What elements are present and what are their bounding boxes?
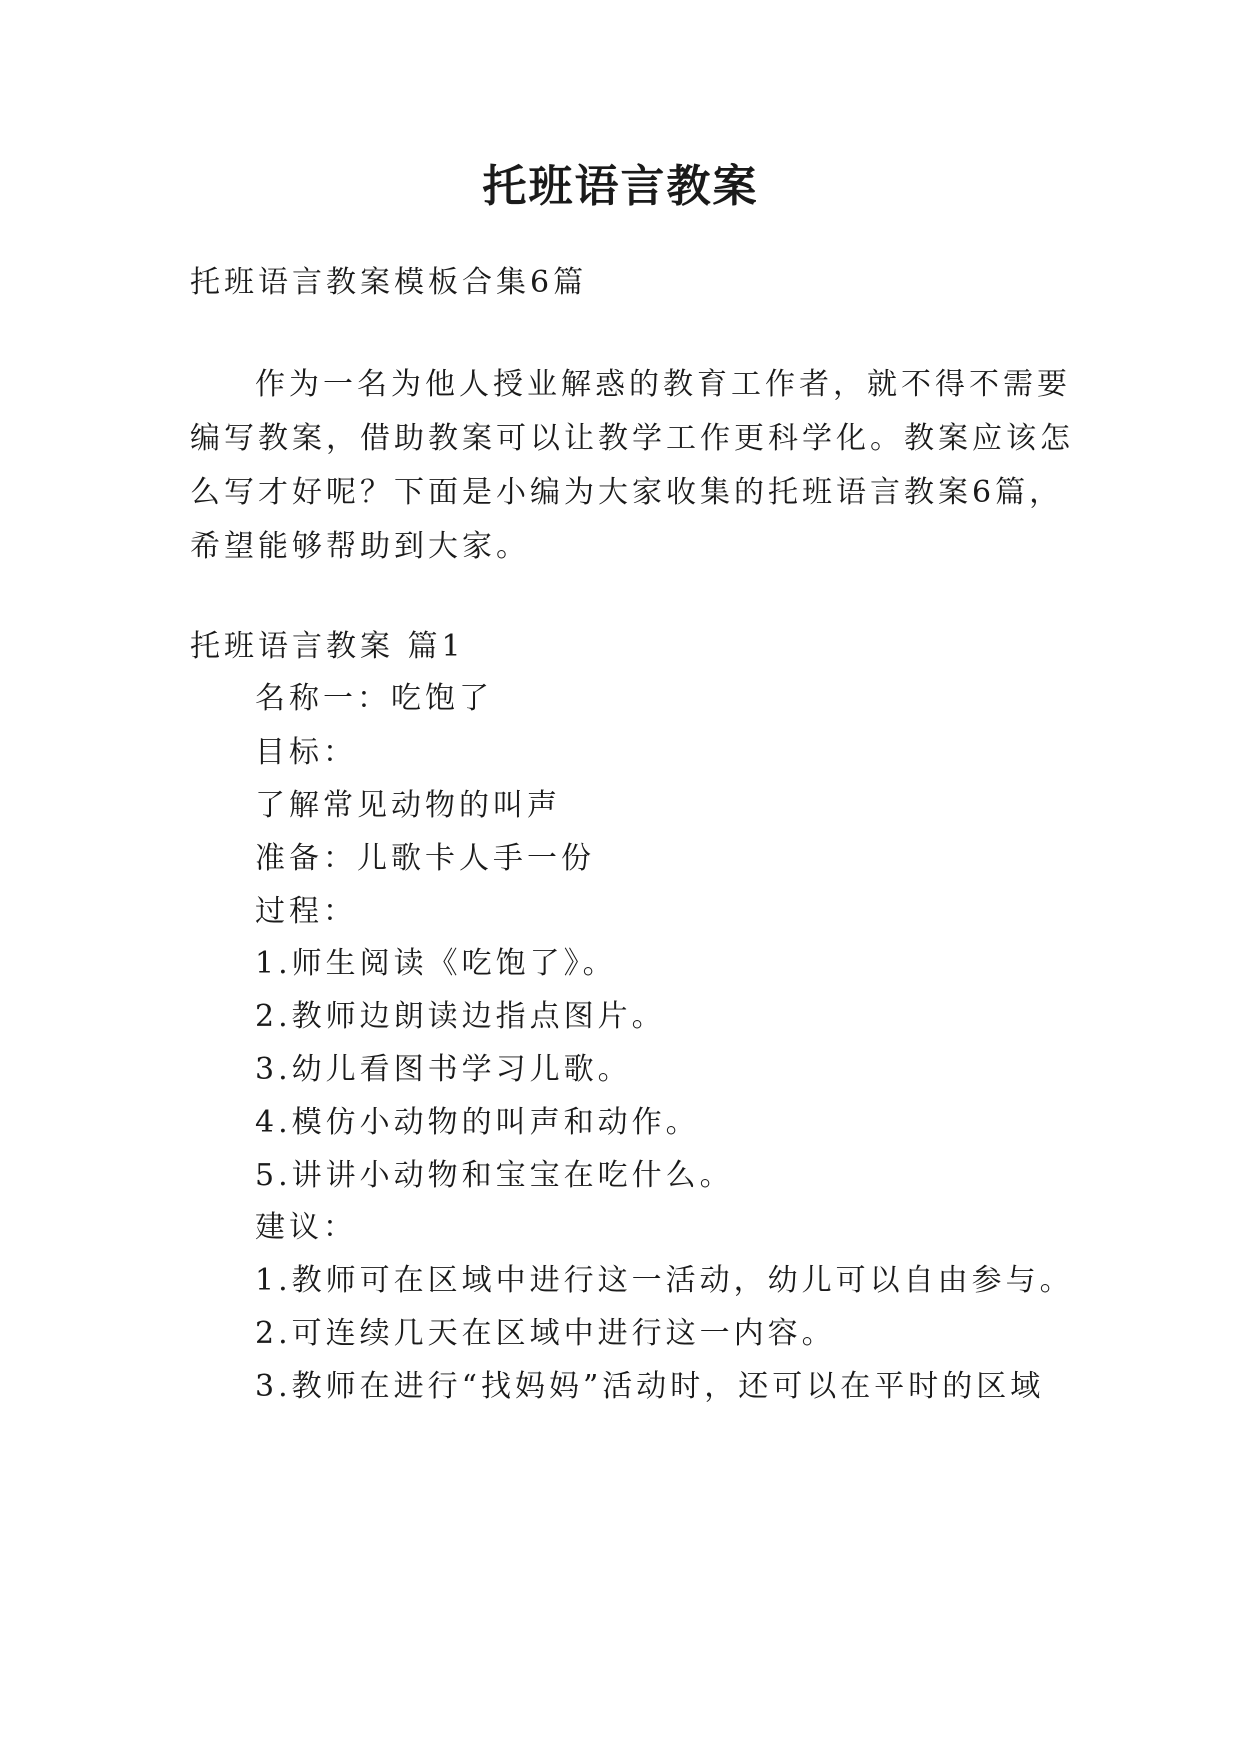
- section-line: 2.教师边朗读边指点图片。: [255, 999, 666, 1034]
- section-line: 2.可连续几天在区域中进行这一内容。: [255, 1316, 836, 1351]
- section-line: 3.教师在进行“找妈妈”活动时，还可以在平时的区域: [255, 1369, 1045, 1404]
- section-line: 过程：: [255, 894, 357, 929]
- section-heading: 托班语言教案 篇1: [190, 629, 465, 664]
- section-line: 5.讲讲小动物和宝宝在吃什么。: [255, 1158, 734, 1193]
- document-subtitle: 托班语言教案模板合集6篇: [190, 265, 588, 300]
- intro-line-4: 希望能够帮助到大家。: [190, 529, 530, 564]
- section-line: 名称一：吃饱了: [255, 681, 493, 716]
- section-line: 目标：: [255, 735, 357, 770]
- section-line: 建议：: [255, 1210, 357, 1245]
- section-line: 3.幼儿看图书学习儿歌。: [255, 1052, 632, 1087]
- intro-line-1: 作为一名为他人授业解惑的教育工作者，就不得不需要: [255, 367, 1071, 402]
- section-line: 1.师生阅读《吃饱了》。: [255, 946, 617, 981]
- section-line: 1.教师可在区域中进行这一活动，幼儿可以自由参与。: [255, 1263, 1074, 1298]
- intro-line-2: 编写教案，借助教案可以让教学工作更科学化。教案应该怎: [190, 421, 1074, 456]
- section-line: 了解常见动物的叫声: [255, 788, 561, 823]
- section-line: 4.模仿小动物的叫声和动作。: [255, 1105, 700, 1140]
- document-title: 托班语言教案: [482, 161, 759, 212]
- intro-line-3: 么写才好呢？下面是小编为大家收集的托班语言教案6篇，: [190, 475, 1064, 510]
- section-line: 准备：儿歌卡人手一份: [255, 841, 595, 876]
